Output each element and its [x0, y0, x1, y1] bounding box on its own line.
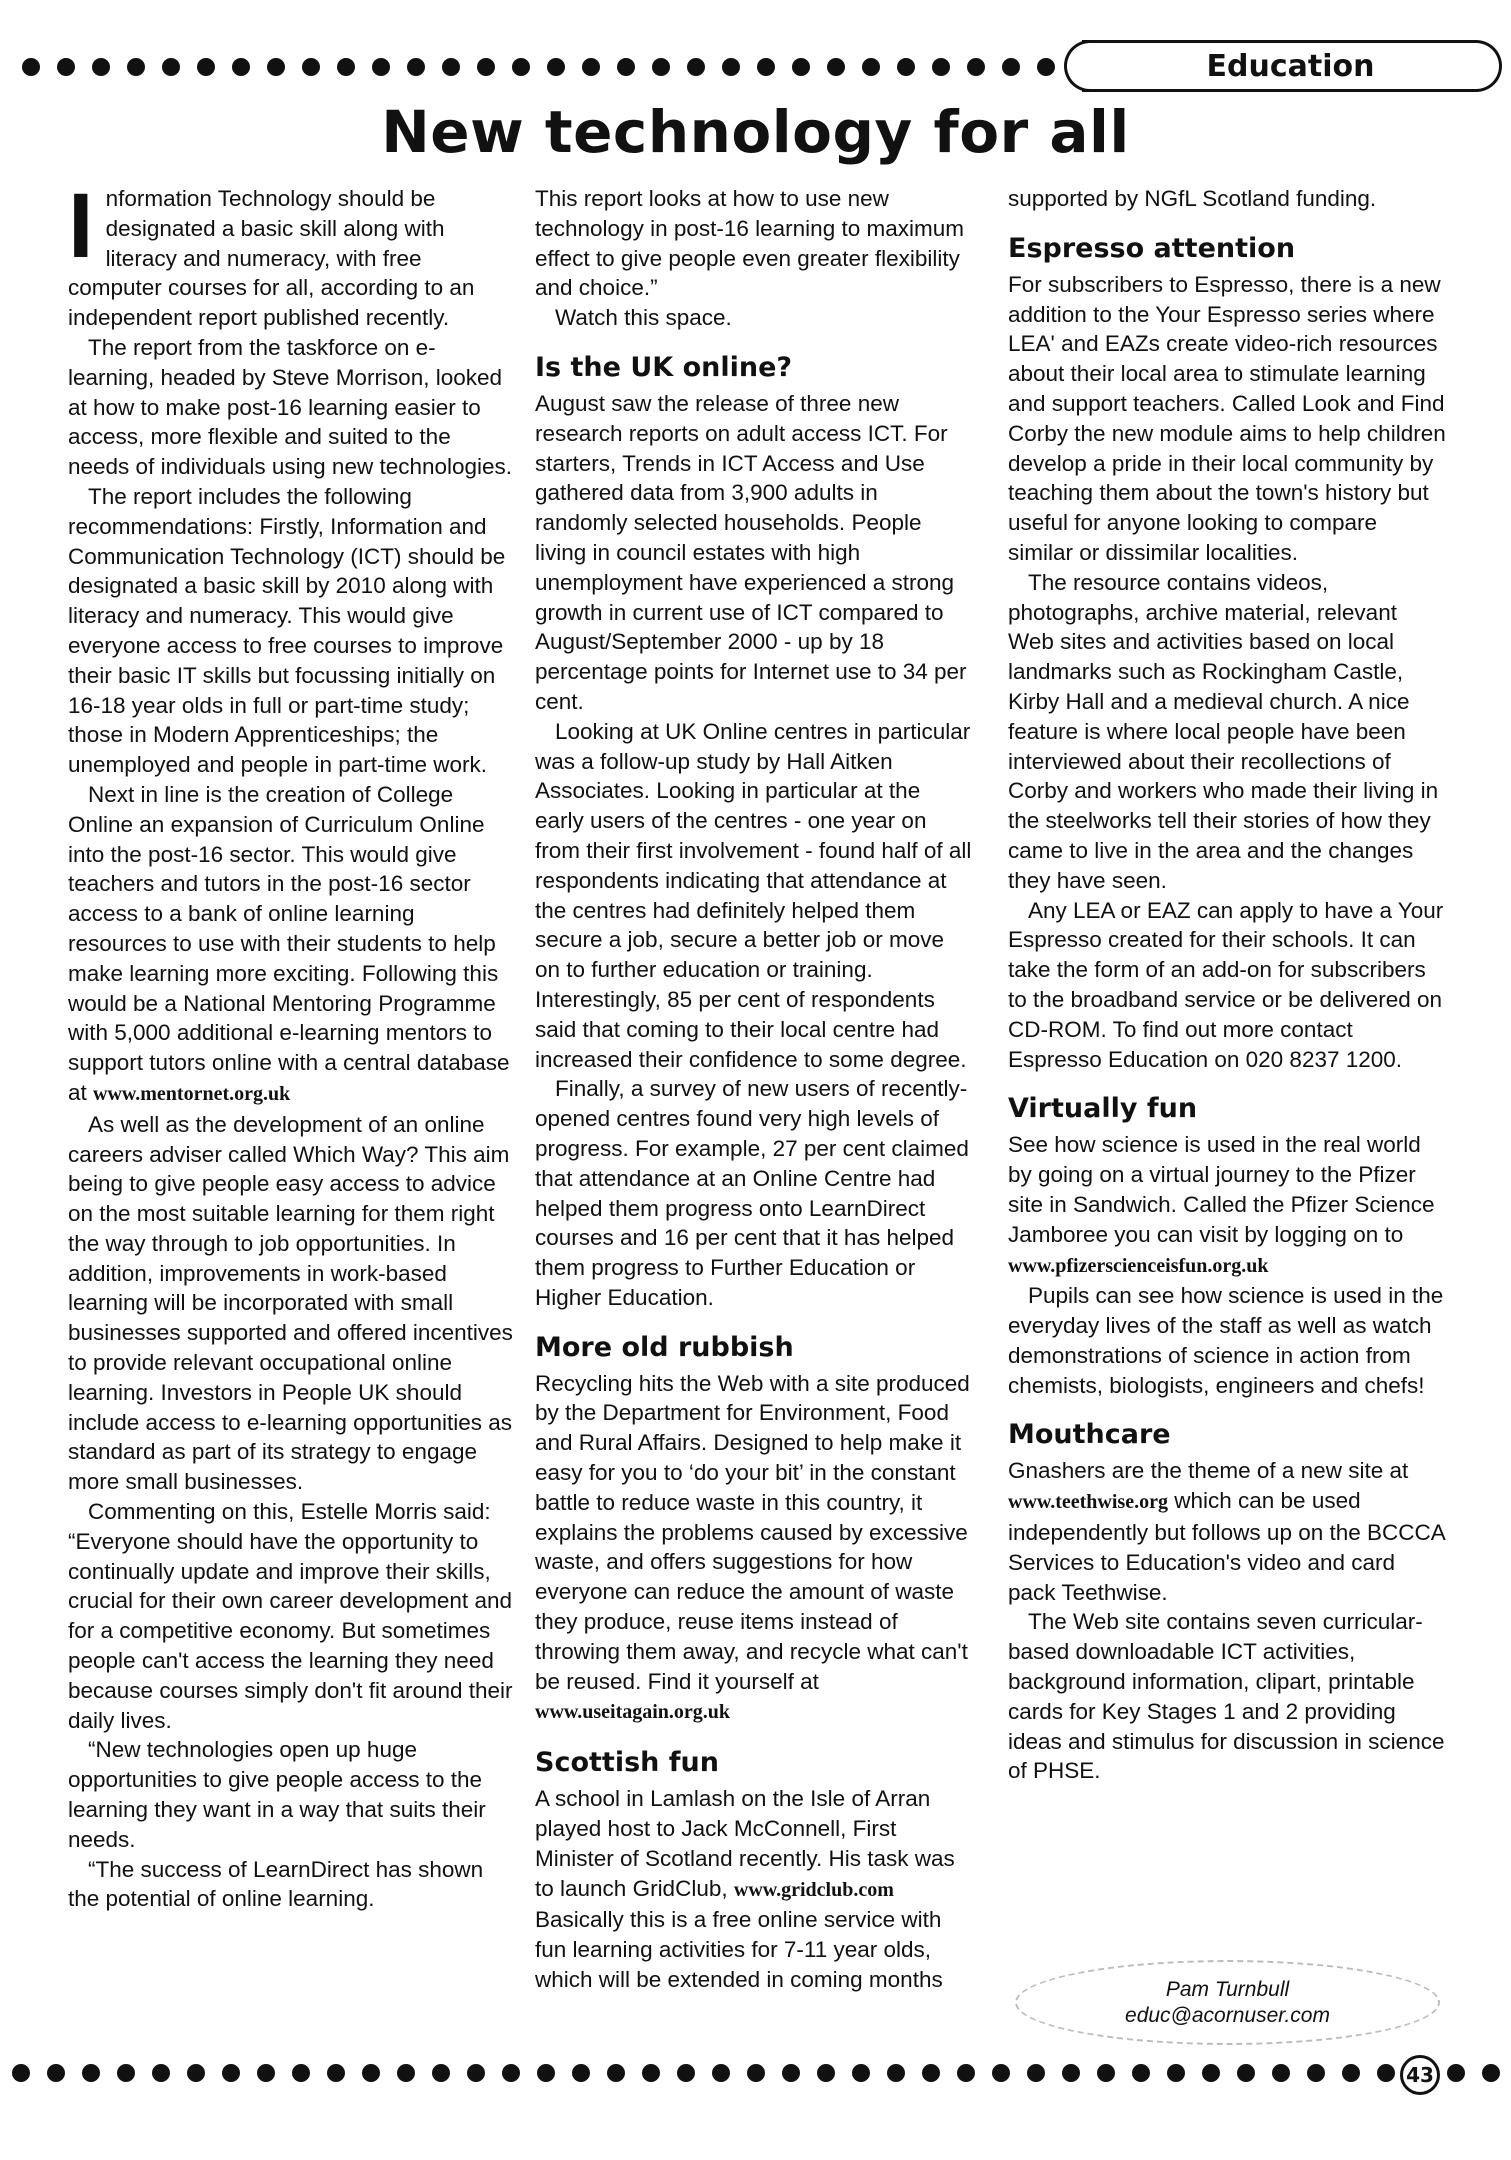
decorative-dot: [572, 2064, 590, 2082]
paragraph: Next in line is the creation of College Online an expansion of Curriculum Online into the post-16 sector. This would give teachers and tutors in the post-16 sector access to a bank of online learning resources to use with their students to help make learning more exciting. Following this would be a National Mentoring Programme with 5,000 additional e-learning mentors to support tutors online with a central database at www.mentornet.org.uk: [68, 781, 510, 1105]
heading-espresso: Espresso attention: [1008, 232, 1296, 264]
decorative-dot: [267, 58, 285, 76]
heading-old-rubbish: More old rubbish: [535, 1331, 794, 1363]
decorative-dot: [1482, 2064, 1500, 2082]
decorative-dot: [327, 2064, 345, 2082]
decorative-dot: [1037, 58, 1055, 76]
heading-virtually-fun: Virtually fun: [1008, 1093, 1198, 1125]
decorative-dot: [687, 58, 705, 76]
paragraph: Gnashers are the theme of a new site at www.teethwise.org which can be used independently but follows up on the BCCCA Services to Education's video and card pack Teethwise.: [1008, 1458, 1445, 1605]
section-label: Education: [1206, 48, 1375, 84]
decorative-dot: [302, 58, 320, 76]
decorative-dot: [1447, 2064, 1465, 2082]
decorative-dot: [82, 2064, 100, 2082]
column-1: [68, 175, 518, 1914]
decorative-dot: [852, 2064, 870, 2082]
decorative-dot: [887, 2064, 905, 2082]
decorative-dot: [1272, 2064, 1290, 2082]
page-title: New technology for all: [381, 98, 1130, 166]
paragraph: The resource contains videos, photographs, archive material, relevant Web sites and activities based on local landmarks such as Rockingham Castle, Kirby Hall and a medieval church. A nice feature is where local people have been interviewed about their recollections of Corby and workers who made their living in the steelworks tell their stories of how they came to live in the area and the changes they have seen.: [1008, 569, 1439, 893]
decorative-dot: [677, 2064, 695, 2082]
heading-uk-online: Is the UK online?: [535, 351, 793, 383]
paragraph: Commenting on this, Estelle Morris said: “Everyone should have the opportunity to continually update and improve their skills, crucial for their own career development and for a competitive economy. But sometimes people can't access the learning they need because courses simply don't fit around their daily lives.: [68, 1499, 513, 1733]
paragraph: Looking at UK Online centres in particular was a follow-up study by Hall Aitken Associates. Looking in particular at the early users of the centres - one year on from their first involvement - found half of all respondents indicating that attendance at the centres had definitely helped them secure a job, secure a better job or move on to further education or training. Interestingly, 85 per cent of respondents said that coming to their local centre had increased their confidence to some degree.: [535, 718, 972, 1072]
heading-mouthcare: Mouthcare: [1008, 1419, 1171, 1451]
paragraph: A school in Lamlash on the Isle of Arran played host to Jack McConnell, First Minister of Scotland recently. His task was to launch GridClub, www.gridclub.com Basically this is a free online service with fun learning activities for 7-11 year olds, which will be extended in coming months: [535, 1786, 955, 1993]
decorative-dot: [617, 58, 635, 76]
decorative-dot: [897, 58, 915, 76]
decorative-dot: [232, 58, 250, 76]
decorative-dot: [782, 2064, 800, 2082]
teethwise-link[interactable]: www.teethwise.org: [1008, 1491, 1168, 1514]
decorative-dot: [957, 2064, 975, 2082]
mentornet-link[interactable]: www.mentornet.org.uk: [93, 1082, 291, 1105]
decorative-dot: [582, 58, 600, 76]
decorative-dot: [57, 58, 75, 76]
decorative-dot: [152, 2064, 170, 2082]
drop-cap: I: [68, 175, 94, 277]
paragraph: As well as the development of an online careers adviser called Which Way? This aim being to give people easy access to advice on the most suitable learning for them right the way through to job opportunities. In addition, improvements in work-based learning will be incorporated with small businesses supported and offered incentives to provide relevant occupational online learning. Investors in People UK should include access to e-learning opportunities as standard as part of its strategy to engage more small businesses.: [68, 1111, 513, 1495]
paragraph: Recycling hits the Web with a site produced by the Department for Environment, Food and Rural Affairs. Designed to help make it easy for you to ‘do your bit’ in the constant battle to reduce waste in this country, it explains the problems caused by excessive waste, and offers suggestions for how everyone can reduce the amount of waste they produce, reuse items instead of throwing them away, and recycle what can't be reused. Find it yourself at www.useitagain.org.uk: [535, 1370, 970, 1724]
paragraph: Any LEA or EAZ can apply to have a Your Espresso created for their schools. It can take the form of an add-on for subscribers to the broadband service or be delivered on CD-ROM. To find out more contact Espresso Education on 020 8237 1200.: [1008, 897, 1444, 1072]
decorative-dot: [47, 2064, 65, 2082]
decorative-dot: [432, 2064, 450, 2082]
paragraph: Finally, a survey of new users of recently-opened centres found very high levels of progress. For example, 27 per cent claimed that attendance at an Online Centre had helped them progress onto LearnDirect courses and 16 per cent that it has helped them progress to Further Education or Higher Education.: [535, 1076, 969, 1310]
paragraph: For subscribers to Espresso, there is a new addition to the Your Espresso series where LEA' and EAZs create video-rich resources about their local area to stimulate learning and support teachers. Called Look and Find Corby the new module aims to help children develop a pride in their local community by teaching them about the town's history but useful for anyone looking to compare similar or dissimilar localities.: [1008, 271, 1446, 565]
paragraph: Watch this space.: [555, 305, 732, 331]
section-tab: [1082, 40, 1502, 92]
decorative-dot: [1237, 2064, 1255, 2082]
decorative-dot: [1002, 58, 1020, 76]
paragraph: The report from the taskforce on e-learning, headed by Steve Morrison, looked at how to make post-16 learning easier to access, more flexible and suited to the needs of individuals using new technologies.: [68, 334, 513, 480]
heading-scottish-fun: Scottish fun: [535, 1747, 719, 1779]
decorative-dot: [1377, 2064, 1395, 2082]
paragraph: August saw the release of three new research reports on adult access ICT. For starters, Trends in ICT Access and Use gathered data from 3,900 adults in randomly selected households. People living in council estates with high unemployment have experienced a strong growth in current use of ICT compared to August/September 2000 - up by 18 percentage points for Internet use to 34 per cent.: [535, 390, 967, 714]
paragraph: supported by NGfL Scotland funding.: [1008, 186, 1377, 211]
decorative-dot: [92, 58, 110, 76]
decorative-dot: [1167, 2064, 1185, 2082]
decorative-dot: [127, 58, 145, 76]
author-name: Pam Turnbull: [1165, 1977, 1290, 2001]
paragraph: Pupils can see how science is used in the everyday lives of the staff as well as watch demonstrations of science in action from chemists, biologists, engineers and chefs!: [1008, 1283, 1444, 1398]
decorative-dot: [932, 58, 950, 76]
decorative-dot: [397, 2064, 415, 2082]
paragraph: See how science is used in the real world by going on a virtual journey to the Pfizer site in Sandwich. Called the Pfizer Science Jamboree you can visit by logging on to www.pfizerscienceisfun.org.uk: [1008, 1132, 1435, 1277]
decorative-dot: [967, 58, 985, 76]
decorative-dot: [1307, 2064, 1325, 2082]
decorative-dot: [992, 2064, 1010, 2082]
decorative-dot: [1027, 2064, 1045, 2082]
decorative-dot: [1202, 2064, 1220, 2082]
top-dot-rule: [0, 52, 1075, 82]
decorative-dot: [222, 2064, 240, 2082]
decorative-dot: [372, 58, 390, 76]
decorative-dot: [117, 2064, 135, 2082]
decorative-dot: [722, 58, 740, 76]
column-3: [1008, 184, 1448, 1786]
decorative-dot: [1342, 2064, 1360, 2082]
decorative-dot: [607, 2064, 625, 2082]
decorative-dot: [1132, 2064, 1150, 2082]
decorative-dot: [757, 58, 775, 76]
decorative-dot: [642, 2064, 660, 2082]
decorative-dot: [747, 2064, 765, 2082]
decorative-dot: [512, 58, 530, 76]
decorative-dot: [12, 2064, 30, 2082]
decorative-dot: [712, 2064, 730, 2082]
author-email[interactable]: educ@acornuser.com: [1125, 2003, 1330, 2027]
decorative-dot: [337, 58, 355, 76]
decorative-dot: [407, 58, 425, 76]
decorative-dot: [467, 2064, 485, 2082]
decorative-dot: [1097, 2064, 1115, 2082]
decorative-dot: [292, 2064, 310, 2082]
decorative-dot: [1062, 2064, 1080, 2082]
decorative-dot: [537, 2064, 555, 2082]
decorative-dot: [792, 58, 810, 76]
paragraph: This report looks at how to use new technology in post-16 learning to maximum effect to give people even greater flexibility and choice.”: [535, 186, 964, 301]
decorative-dot: [257, 2064, 275, 2082]
decorative-dot: [187, 2064, 205, 2082]
decorative-dot: [197, 58, 215, 76]
decorative-dot: [502, 2064, 520, 2082]
author-signature: [1015, 1960, 1440, 2045]
paragraph: The report includes the following recommendations: Firstly, Information and Communication Technology (ICT) should be designated a basic skill by 2010 along with literacy and numeracy. This would give everyone access to free courses to improve their basic IT skills but focussing initially on 16-18 year olds in full or part-time study; those in Modern Apprenticeships; the unemployed and people in part-time work.: [68, 483, 506, 778]
bottom-dot-rule: [0, 2058, 1511, 2088]
decorative-dot: [652, 58, 670, 76]
decorative-dot: [547, 58, 565, 76]
useitagain-link[interactable]: www.useitagain.org.uk: [535, 1701, 731, 1724]
paragraph: “New technologies open up huge opportunities to give people access to the learning they want in a way that suits their needs.: [68, 1737, 486, 1852]
decorative-dot: [162, 58, 180, 76]
decorative-dot: [862, 58, 880, 76]
decorative-dot: [827, 58, 845, 76]
paragraph: The Web site contains seven curricular-based downloadable ICT activities, background information, clipart, printable cards for Key Stages 1 and 2 providing ideas and stimulus for discussion in science of PHSE.: [1008, 1609, 1445, 1784]
gridclub-link[interactable]: www.gridclub.com: [733, 1878, 894, 1901]
decorative-dot: [22, 58, 40, 76]
column-2: [535, 184, 975, 1995]
lead-paragraph: Information Technology should be designated a basic skill along with literacy and numeracy, with free computer courses for all, according to an independent report published recently.: [68, 175, 475, 331]
paragraph: “The success of LearnDirect has shown the potential of online learning.: [68, 1856, 484, 1912]
decorative-dot: [817, 2064, 835, 2082]
page-number: 43: [1400, 2055, 1440, 2095]
decorative-dot: [477, 58, 495, 76]
decorative-dot: [362, 2064, 380, 2082]
decorative-dot: [922, 2064, 940, 2082]
decorative-dot: [442, 58, 460, 76]
pfizer-link[interactable]: www.pfizerscienceisfun.org.uk: [1008, 1254, 1269, 1277]
